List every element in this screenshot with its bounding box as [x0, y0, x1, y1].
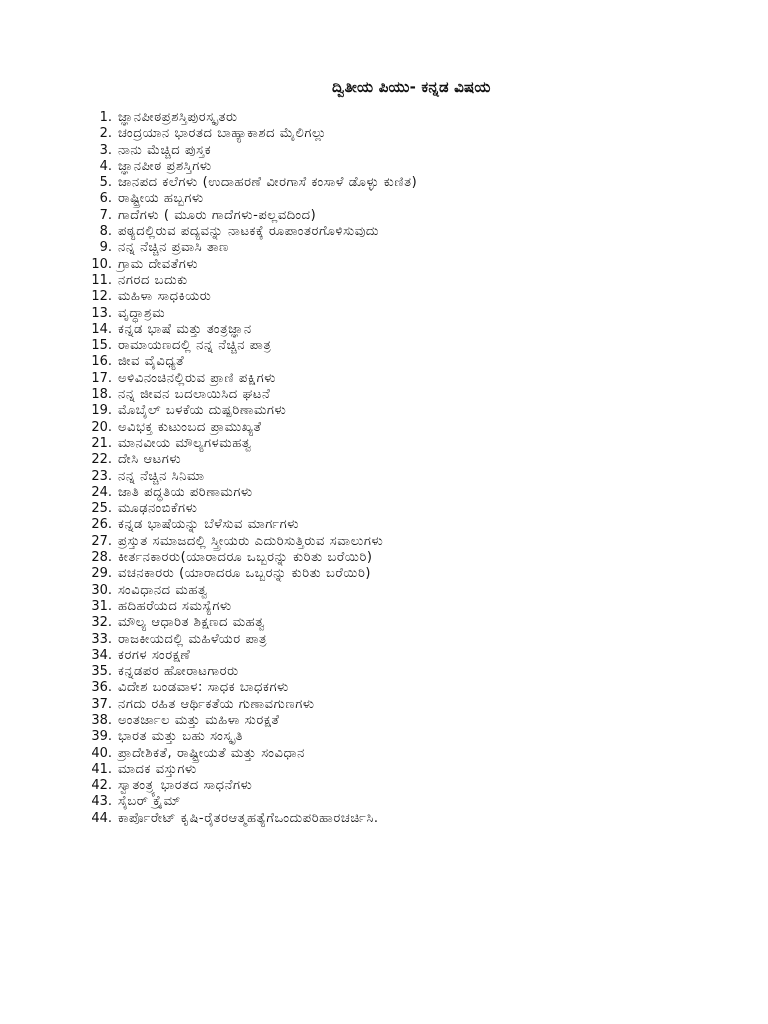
topic-item — [84, 371, 724, 387]
topic-text: ನಾನು ಮೆಚ್ಚಿದ ಪುಸ್ತಕ — [118, 142, 212, 158]
topic-item — [84, 680, 724, 696]
topic-text: ಪ್ರಾದೇಶಿಕತೆ, ರಾಷ್ಟ್ರೀಯತೆ ಮತ್ತು ಸಂವಿಧಾನ — [118, 745, 305, 761]
topic-number: 25. — [91, 501, 112, 517]
topic-item — [84, 110, 724, 126]
topic-text: ನನ್ನ ನೆಚ್ಚಿನ ಪ್ರವಾಸಿ ತಾಣ — [118, 240, 229, 256]
topic-item — [84, 746, 724, 762]
topic-number: 17. — [91, 370, 112, 386]
topic-number: 2. — [99, 126, 112, 142]
topic-number: 1. — [99, 110, 112, 125]
topic-number: 35. — [91, 664, 112, 680]
topic-number: 10. — [91, 256, 112, 272]
topic-item — [84, 550, 724, 566]
topic-text: ಕನ್ನಡ ಭಾಷೆ ಮತ್ತು ತಂತ್ರಜ್ಞಾನ — [118, 321, 252, 337]
topic-text: ಜಾನಪದ ಕಲೆಗಳು (ಉದಾಹರಣೆ ವೀರಗಾಸೆ ಕಂಸಾಳೆ ಡೊಳ್ಳು ಕುಣಿತ) — [118, 175, 418, 191]
topic-number: 44. — [91, 810, 112, 826]
topic-item — [84, 289, 724, 305]
topic-item — [84, 240, 724, 256]
topic-text: ಕಾರ್ಪೊರೇಟ್ ಕೃಷಿ-ರೈತರಆತ್ಮಹತ್ಯೆಗೆಒಂದುಪರಿಹಾರಚರ್ಚಿಸಿ. — [118, 810, 379, 826]
topic-text: ವೃದ್ಧಾಶ್ರಮ — [118, 305, 166, 321]
topic-item — [84, 713, 724, 729]
topic-number: 28. — [91, 550, 112, 566]
topic-number: 14. — [91, 321, 112, 337]
topic-item — [84, 566, 724, 582]
topic-item — [84, 697, 724, 713]
topic-text: ನಗದು ರಹಿತ ಆರ್ಥಿಕತೆಯ ಗುಣಾವಗುಣಗಳು — [118, 696, 315, 712]
topic-item — [84, 126, 724, 142]
topic-text: ಕರಗಳ ಸಂರಕ್ಷಣೆ — [118, 647, 191, 663]
topic-item — [84, 387, 724, 403]
topic-item — [84, 664, 724, 680]
topic-text: ಜ್ಞಾನಪೀಠಪ್ರಶಸ್ತಿಪುರಸ್ಕೃತರು — [118, 110, 238, 125]
topic-list — [84, 110, 724, 827]
topic-number: 12. — [91, 289, 112, 305]
topic-text: ಕನ್ನಡ ಭಾಷೆಯನ್ನು ಬೆಳೆಸುವ ಮಾರ್ಗಗಳು — [118, 517, 300, 533]
topic-item — [84, 224, 724, 240]
topic-text: ಗಾದೆಗಳು ( ಮೂರು ಗಾದೆಗಳು-ಪಲ್ಲವದಿಂದ) — [118, 207, 317, 223]
topic-item — [84, 208, 724, 224]
topic-item — [84, 583, 724, 599]
topic-text: ಜ್ಞಾನಪೀಠ ಪ್ರಶಸ್ತಿಗಳು — [118, 158, 212, 174]
topic-text: ಮೊಬೈಲ್ ಬಳಕೆಯ ದುಷ್ಪರಿಣಾಮಗಳು — [118, 403, 287, 419]
topic-number: 41. — [91, 761, 112, 777]
topic-number: 8. — [99, 224, 112, 240]
topic-number: 4. — [99, 158, 112, 174]
topic-text: ಪಠ್ಯದಲ್ಲಿರುವ ಪದ್ಯವನ್ನು ನಾಟಕಕ್ಕೆ ರೂಪಾಂತರಗೊಳಿಸುವುದು — [118, 224, 380, 240]
topic-item — [84, 403, 724, 419]
topic-number: 22. — [91, 452, 112, 468]
topic-item — [84, 273, 724, 289]
topic-number: 36. — [91, 680, 112, 696]
topic-item — [84, 452, 724, 468]
topic-number: 11. — [91, 272, 112, 288]
topic-number: 18. — [91, 387, 112, 403]
topic-text: ರಾಮಾಯಣದಲ್ಲಿ ನನ್ನ ನೆಚ್ಚಿನ ಪಾತ್ರ — [118, 338, 272, 354]
topic-number: 31. — [91, 598, 112, 614]
topic-text: ನನ್ನ ಜೀವನ ಬದಲಾಯಿಸಿದ ಘಟನೆ — [118, 387, 271, 403]
topic-text: ಮೂಢನಂಬಿಕೆಗಳು — [118, 501, 198, 517]
topic-text: ಮೌಲ್ಯ ಆಧಾರಿತ ಶಿಕ್ಷಣದ ಮಹತ್ವ — [118, 615, 266, 631]
topic-text: ಅಳಿವಿನಂಚಿನಲ್ಲಿರುವ ಪ್ರಾಣಿ ಪಕ್ಷಿಗಳು — [118, 370, 276, 386]
topic-text: ದೇಸಿ ಆಟಗಳು — [118, 452, 182, 468]
topic-item — [84, 159, 724, 175]
topic-text: ಸ್ವಾತಂತ್ರ್ಯ ಭಾರತದ ಸಾಧನೆಗಳು — [118, 778, 253, 794]
topic-item — [84, 794, 724, 810]
topic-number: 39. — [91, 729, 112, 745]
topic-text: ವಚನಕಾರರು (ಯಾರಾದರೂ ಒಬ್ಬರನ್ನು ಕುರಿತು ಬರೆಯಿರಿ) — [118, 566, 372, 582]
topic-text: ಮಾದಕ ವಸ್ತುಗಳು — [118, 761, 197, 777]
topic-number: 3. — [99, 142, 112, 158]
topic-text: ಅವಿಭಕ್ತ ಕುಟುಂಬದ ಪ್ರಾಮುಖ್ಯತೆ — [118, 419, 262, 435]
topic-text: ಅಂತರ್ಜಾಲ ಮತ್ತು ಮಹಿಳಾ ಸುರಕ್ಷತೆ — [118, 712, 280, 728]
topic-number: 29. — [91, 566, 112, 582]
topic-number: 23. — [91, 468, 112, 484]
topic-item — [84, 762, 724, 778]
topic-item — [84, 517, 724, 533]
topic-item — [84, 615, 724, 631]
topic-number: 13. — [91, 305, 112, 321]
topic-item — [84, 322, 724, 338]
topic-number: 20. — [91, 419, 112, 435]
topic-text: ಹದಿಹರೆಯದ ಸಮಸ್ಯೆಗಳು — [118, 598, 232, 614]
topic-number: 19. — [91, 403, 112, 419]
topic-number: 7. — [99, 207, 112, 223]
topic-number: 5. — [99, 175, 112, 191]
topic-number: 33. — [91, 631, 112, 647]
topic-number: 40. — [91, 745, 112, 761]
topic-item — [84, 143, 724, 159]
topic-text: ಭಾರತ ಮತ್ತು ಬಹು ಸಂಸ್ಕೃತಿ — [118, 729, 244, 745]
topic-text: ಸೈಬರ್ ಕ್ರೈಮ್ — [118, 794, 181, 810]
topic-number: 37. — [91, 696, 112, 712]
topic-number: 24. — [91, 484, 112, 500]
topic-item — [84, 632, 724, 648]
topic-number: 26. — [91, 517, 112, 533]
topic-text: ಜೀವ ವೈವಿಧ್ಯತೆ — [118, 354, 185, 370]
topic-item — [84, 811, 724, 827]
topic-number: 42. — [91, 778, 112, 794]
topic-item — [84, 469, 724, 485]
topic-item — [84, 354, 724, 370]
topic-number: 43. — [91, 794, 112, 810]
topic-text: ಕೀರ್ತನಕಾರರು(ಯಾರಾದರೂ ಒಬ್ಬರನ್ನು ಕುರಿತು ಬರೆಯಿರಿ) — [118, 550, 373, 566]
topic-number: 27. — [91, 533, 112, 549]
topic-number: 38. — [91, 712, 112, 728]
topic-text: ವಿದೇಶ ಬಂಡವಾಳ: ಸಾಧಕ ಬಾಧಕಗಳು — [118, 680, 289, 696]
topic-item — [84, 599, 724, 615]
topic-text: ಸಂವಿಧಾನದ ಮಹತ್ವ — [118, 582, 208, 598]
topic-text: ನಗರದ ಬದುಕು — [118, 272, 188, 288]
topic-text: ಕನ್ನಡಪರ ಹೋರಾಟಗಾರರು — [118, 664, 239, 680]
topic-text: ರಾಜಕೀಯದಲ್ಲಿ ಮಹಿಳೆಯರ ಪಾತ್ರ — [118, 631, 268, 647]
topic-text: ನನ್ನ ನೆಚ್ಚಿನ ಸಿನಿಮಾ — [118, 468, 205, 484]
topic-item — [84, 648, 724, 664]
topic-item — [84, 485, 724, 501]
topic-text: ರಾಷ್ಟ್ರೀಯ ಹಬ್ಬಗಳು — [118, 191, 204, 207]
topic-item — [84, 257, 724, 273]
topic-item — [84, 436, 724, 452]
topic-text: ಜಾತಿ ಪದ್ಧತಿಯ ಪರಿಣಾಮಗಳು — [118, 484, 253, 500]
document-title: ದ್ವಿತೀಯ ಪಿಯು- ಕನ್ನಡ ವಿಷಯ — [332, 78, 491, 96]
topic-item — [84, 778, 724, 794]
topic-number: 32. — [91, 615, 112, 631]
topic-text: ಮಾನವೀಯ ಮೌಲ್ಯಗಳಮಹತ್ವ — [118, 435, 252, 451]
topic-number: 30. — [91, 582, 112, 598]
topic-text: ಪ್ರಸ್ತುತ ಸಮಾಜದಲ್ಲಿ ಸ್ತ್ರೀಯರು ಎದುರಿಸುತ್ತಿರುವ ಸವಾಲುಗಳು — [118, 533, 384, 549]
topic-number: 15. — [91, 338, 112, 354]
topic-item — [84, 175, 724, 191]
topic-item — [84, 501, 724, 517]
topic-item — [84, 534, 724, 550]
topic-item — [84, 191, 724, 207]
topic-text: ಚಂದ್ರಯಾನ ಭಾರತದ ಬಾಹ್ಯಾಕಾಶದ ಮೈಲಿಗಲ್ಲು — [118, 126, 327, 142]
topic-text: ಗ್ರಾಮ ದೇವತೆಗಳು — [118, 256, 199, 272]
topic-number: 34. — [91, 647, 112, 663]
topic-item — [84, 729, 724, 745]
topic-number: 9. — [99, 240, 112, 256]
topic-item — [84, 420, 724, 436]
topic-text: ಮಹಿಳಾ ಸಾಧಕಿಯರು — [118, 289, 212, 305]
topic-item — [84, 306, 724, 322]
topic-item — [84, 338, 724, 354]
topic-number: 16. — [91, 354, 112, 370]
topic-number: 21. — [91, 435, 112, 451]
topic-number: 6. — [99, 191, 112, 207]
